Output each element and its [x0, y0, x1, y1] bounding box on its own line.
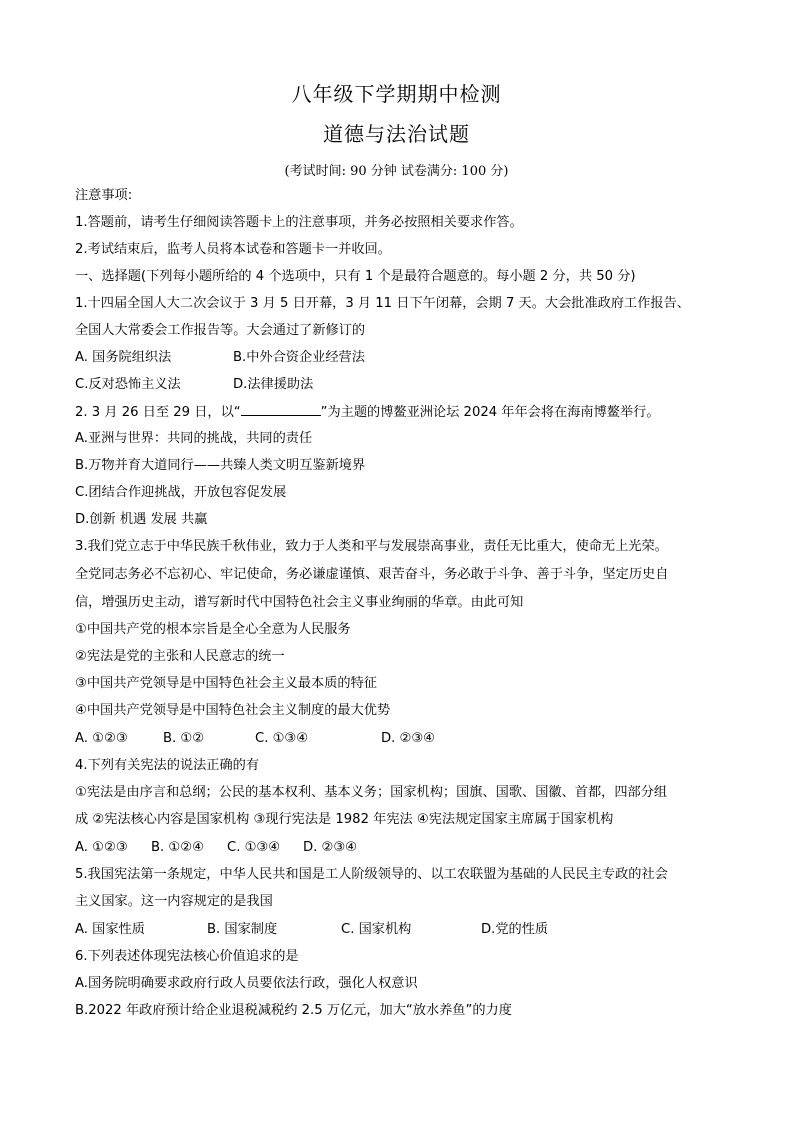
question-6-option-a: A.国务院明确要求政府行政人员要依法行政，强化人权意识 [75, 976, 418, 991]
question-1-stem-line2: 全国人大常委会工作报告等。大会通过了新修订的 [75, 323, 366, 338]
question-4-option-a: A. ①②③ [75, 840, 128, 855]
question-3-options [75, 730, 725, 748]
exam-title: 八年级下学期期中检测 [291, 82, 502, 106]
notice-heading: 注意事项: [75, 188, 133, 203]
question-5-option-b: B. 国家制度 [207, 922, 278, 937]
question-3-statement-2: ②宪法是党的主张和人民意志的统一 [75, 649, 285, 664]
question-2-stem [75, 403, 725, 422]
notice-item-1: 1.答题前，请考生仔细阅读答题卡上的注意事项，并务必按照相关要求作答。 [75, 215, 523, 230]
exam-info: (考试时间: 90 分钟 试卷满分: 100 分) [284, 164, 509, 179]
question-4-stem-line2: ①宪法是由序言和总纲；公民的基本权利、基本义务；国家机构；国旗、国歌、国徽、首都，四部分组 [75, 785, 668, 800]
section-heading: 一、选择题(下列每小题所给的 4 个选项中，只有 1 个是最符合题意的。每小题 2 分，共 50 分) [75, 269, 636, 284]
question-3-statement-4: ④中国共产党领导是中国特色社会主义制度的最大优势 [75, 703, 391, 718]
exam-subject: 道德与法治试题 [323, 122, 470, 146]
question-2-option-c: C.团结合作迎挑战，开放包容促发展 [75, 485, 287, 500]
question-5-stem-line2: 主义国家。这一内容规定的是我国 [75, 894, 273, 909]
question-5-option-d: D.党的性质 [481, 922, 549, 937]
answer-blank [241, 403, 321, 416]
question-6-stem: 6.下列表述体现宪法核心价值追求的是 [75, 949, 299, 964]
question-2-stem-after: ”为主题的博鳌亚洲论坛 2024 年年会将在海南博鳌举行。 [320, 405, 660, 420]
question-4-stem-line3: 成 ②宪法核心内容是国家机构 ③现行宪法是 1982 年宪法 ④宪法规定国家主席属于国家机构 [75, 812, 614, 827]
question-6-option-b: B.2022 年政府预计给企业退税减税约 2.5 万亿元，加大“放水养鱼”的力度 [75, 1003, 512, 1018]
question-5-options [75, 921, 725, 939]
question-3-stem-line2: 全党同志务必不忘初心、牢记使命，务必谦虚谨慎、艰苦奋斗，务必敢于斗争、善于斗争，坚定历史自 [75, 567, 669, 582]
notice-item-2: 2.考试结束后，监考人员将本试卷和答题卡一并收回。 [75, 242, 391, 257]
question-3-stem-line3: 信，增强历史主动，谱写新时代中国特色社会主义事业绚丽的华章。由此可知 [75, 595, 524, 610]
question-1-option-c: C.反对恐怖主义法 [75, 377, 181, 392]
question-1-options-row2 [75, 376, 725, 394]
question-1-option-b: B.中外合资企业经营法 [233, 350, 365, 365]
question-3-option-d: D. ②③④ [381, 731, 436, 746]
question-3-option-a: A. ①②③ [75, 731, 128, 746]
question-1-stem-line1: 1.十四届全国人大二次会议于 3 月 5 日开幕，3 月 11 日下午闭幕，会期 7 天。大会批准政府工作报告、 [75, 296, 690, 311]
question-3-option-c: C. ①③④ [255, 731, 309, 746]
question-5-option-a: A. 国家性质 [75, 922, 145, 937]
question-4-option-c: C. ①③④ [227, 840, 281, 855]
question-4-stem-line1: 4.下列有关宪法的说法正确的有 [75, 758, 260, 773]
question-2-option-d: D.创新 机遇 发展 共赢 [75, 512, 208, 527]
question-3-stem-line1: 3.我们党立志于中华民族千秋伟业，致力于人类和平与发展崇高事业，责任无比重大，使命无上光荣。 [75, 539, 668, 554]
question-5-option-c: C. 国家机构 [341, 922, 412, 937]
question-1-option-d: D.法律援助法 [233, 377, 314, 392]
question-3-option-b: B. ①② [163, 731, 205, 746]
question-1-options-row1 [75, 349, 725, 367]
question-4-option-b: B. ①②④ [151, 840, 204, 855]
question-3-statement-1: ①中国共产党的根本宗旨是全心全意为人民服务 [75, 622, 351, 637]
question-2-option-b: B.万物并育大道同行——共臻人类文明互鉴新境界 [75, 458, 366, 473]
question-1-option-a: A. 国务院组织法 [75, 350, 172, 365]
question-5-stem-line1: 5.我国宪法第一条规定，中华人民共和国是工人阶级领导的、以工农联盟为基础的人民民主专政的社会 [75, 867, 668, 882]
question-4-option-d: D. ②③④ [303, 840, 358, 855]
question-4-options [75, 839, 725, 857]
question-2-stem-before: 2. 3 月 26 日至 29 日，以“ [75, 405, 241, 420]
question-3-statement-3: ③中国共产党领导是中国特色社会主义最本质的特征 [75, 676, 377, 691]
question-2-option-a: A.亚洲与世界：共同的挑战，共同的责任 [75, 431, 313, 446]
